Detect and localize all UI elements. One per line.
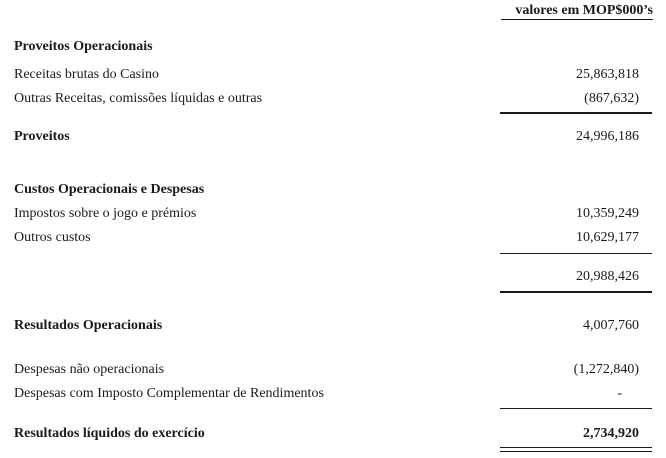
statement-row — [14, 229, 652, 247]
statement-row — [14, 90, 652, 108]
row-amount: 10,629,177 — [576, 230, 639, 245]
total-amount: 20,988,426 — [576, 269, 639, 284]
grand-total-double-rule — [500, 447, 652, 452]
total-row-revenue — [14, 128, 652, 146]
row-label: Outros custos — [14, 230, 91, 245]
subtotal-rule — [500, 408, 652, 409]
section-heading: Proveitos Operacionais — [14, 39, 153, 54]
row-label: Resultados líquidos do exercício — [14, 426, 205, 441]
row-label: Despesas não operacionais — [14, 362, 165, 377]
subtotal-rule — [500, 291, 652, 293]
statement-row — [14, 385, 652, 403]
subtotal-rule — [500, 112, 652, 114]
units-header-underline — [501, 19, 653, 20]
total-row-costs — [14, 268, 652, 286]
net-result-row — [14, 425, 652, 443]
row-label: Impostos sobre o jogo e prémios — [14, 206, 197, 221]
row-amount: - — [617, 386, 622, 401]
row-label: Despesas com Imposto Complementar de Rendimentos — [14, 386, 324, 401]
statement-row — [14, 66, 652, 84]
row-amount: 4,007,760 — [583, 318, 639, 333]
row-amount: (867,632) — [584, 91, 639, 106]
row-amount: 25,863,818 — [576, 67, 639, 82]
operating-result-row — [14, 317, 652, 335]
units-header: valores em MOP$000’s — [515, 3, 653, 18]
section-operating-costs — [14, 181, 652, 199]
row-amount: (1,272,840) — [573, 362, 639, 377]
total-label: Proveitos — [14, 129, 70, 144]
section-operating-revenue — [14, 38, 652, 56]
section-heading: Custos Operacionais e Despesas — [14, 182, 205, 197]
statement-row — [14, 205, 652, 223]
row-label: Receitas brutas do Casino — [14, 67, 160, 82]
row-amount: 2,734,920 — [583, 426, 639, 441]
row-label: Outras Receitas, comissões líquidas e outras — [14, 91, 263, 106]
subtotal-rule — [500, 253, 652, 254]
statement-row — [14, 361, 652, 379]
row-amount: 10,359,249 — [576, 206, 639, 221]
row-label: Resultados Operacionais — [14, 318, 163, 333]
total-amount: 24,996,186 — [576, 129, 639, 144]
